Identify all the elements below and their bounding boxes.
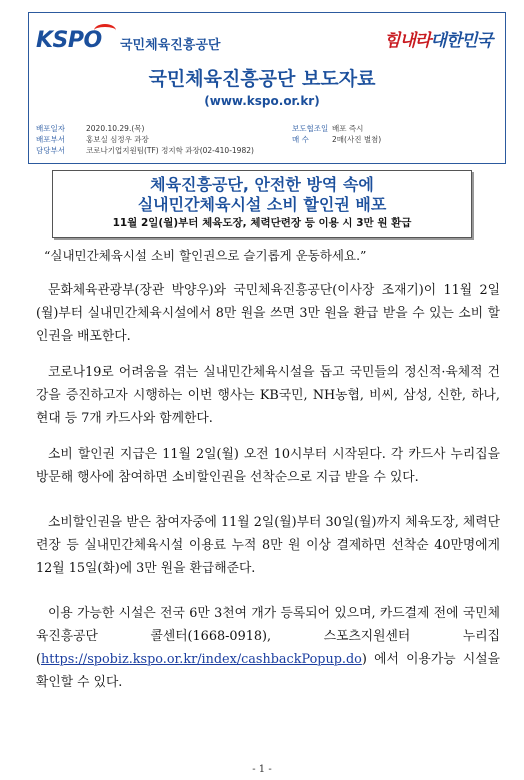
meta-left	[36, 123, 254, 156]
paragraph-3: 소비 할인권 지급은 11월 2일(월) 오전 10시부터 시작된다. 각 카드사 누리집을 방문해 행사에 참여하면 소비할인권을 선착순으로 지급 받을 수 있다.	[36, 447, 500, 485]
logo-swoosh-icon	[94, 24, 116, 37]
page-number: - 1 -	[252, 764, 272, 775]
meta-row: 매 수 2매(사진 별첨)	[292, 135, 382, 144]
paragraph-2: 코로나19로 어려움을 겪는 실내민간체육시설을 돕고 국민들의 정신적·육체적 건강을 증진하고자 시행하는 이번 행사는 KB국민, NH농협, 비씨, 삼성, 신한, 하나, 현대 등 7개 카드사와 함께한다.	[36, 365, 500, 426]
org-name: 국민체육진흥공단	[120, 38, 221, 53]
slogan-red: 힘내라	[384, 31, 431, 51]
article-body	[36, 244, 500, 707]
paragraph-5-text: 이용 가능한 시설은 전국 6만 3천여 개가 등록되어 있으며, 카드결제 전에 국민체육진흥공단 콜센터(1668-0918), 스포츠지원센터 누리집(	[36, 606, 500, 667]
headline-subtitle: 11월 2일(월)부터 체육도장, 체력단련장 등 이용 시 3만 원 환급	[112, 217, 412, 229]
paragraph-4: 소비할인권을 받은 참여자중에 11월 2일(월)부터 30일(월)까지 체육도장, 체력단련장 등 실내민간체육시설 이용료 누적 8만 원 이상 결제하면 선착순 40만명에게 12월 15일(화)에 3만 원을 환급해준다.	[36, 515, 500, 576]
cashback-link[interactable]: https://spobiz.kspo.or.kr/index/cashbackPopup.do	[41, 652, 362, 667]
headline-line1: 체육진흥공단, 안전한 방역 속에	[150, 175, 374, 194]
meta-row: 배포부서 홍보실 심정우 과장	[36, 135, 149, 144]
paragraph-5	[36, 602, 500, 694]
paragraph-1: 문화체육관광부(장관 박양우)와 국민체육진흥공단(이사장 조재기)이 11월 2일(월)부터 실내민간체육시설에서 8만 원을 쓰면 3만 원을 환급 받을 수 있는 소비 할인권을 배포한다.	[36, 283, 500, 344]
kspo-logo: KSPO	[36, 28, 102, 53]
meta-row: 담당부서 코로나기업지원팀(TF) 정지학 과장(02-410-1982)	[36, 146, 254, 155]
meta-row: 배포일자 2020.10.29.(목)	[36, 124, 145, 133]
meta-right	[292, 123, 381, 145]
meta-row: 보도협조일 배포 즉시	[292, 124, 364, 133]
paragraph-5-tail: ) 에서 이용가능 시설을 확인할 수 있다.	[36, 652, 500, 690]
headline-line2: 실내민간체육시설 소비 할인권 배포	[137, 195, 387, 214]
press-release-url: (www.kspo.or.kr)	[204, 94, 320, 108]
slogan-logo	[384, 26, 492, 51]
slogan-blue: 대한민국	[430, 31, 492, 51]
logo-row	[36, 26, 496, 56]
press-release-title: 국민체육진흥공단 보도자료	[148, 68, 376, 90]
lead-quote: “실내민간체육시설 소비 할인권으로 슬기롭게 운동하세요.”	[44, 248, 367, 263]
headline-box	[52, 170, 472, 238]
